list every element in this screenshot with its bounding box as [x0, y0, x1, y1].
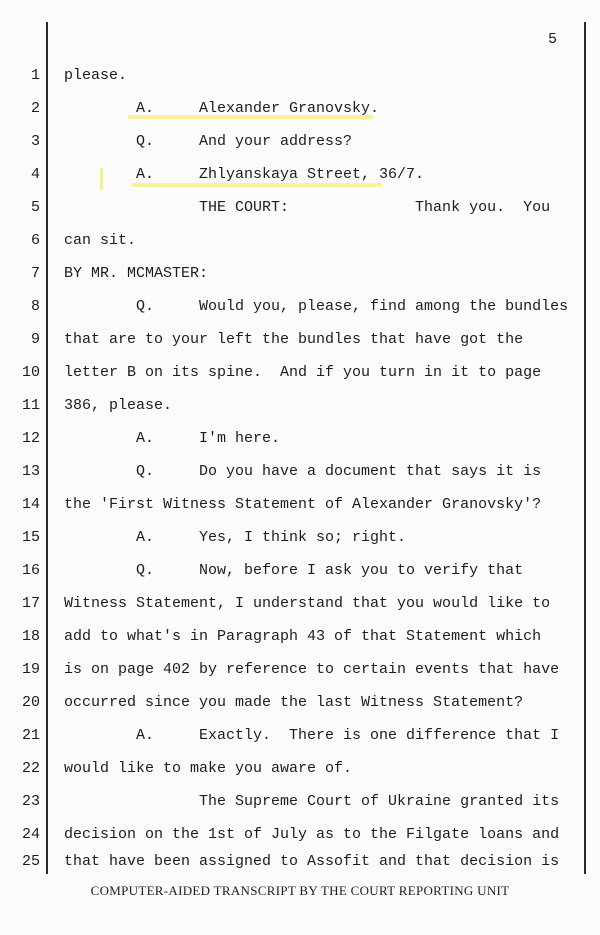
line-number: 24 — [21, 826, 40, 843]
line-number: 1 — [30, 67, 40, 84]
line-text: Q. And your address? — [64, 133, 353, 150]
line-text: THE COURT: Thank you. You — [64, 199, 551, 216]
line-text: A. I'm here. — [64, 430, 281, 447]
line-text: A. Yes, I think so; right. — [64, 529, 407, 546]
line-number: 5 — [30, 199, 40, 216]
line-number: 15 — [21, 529, 40, 546]
line-number: 14 — [21, 496, 40, 513]
line-text: A. Exactly. There is one difference that I — [64, 727, 560, 744]
line-text: Q. Now, before I ask you to verify that — [64, 562, 524, 579]
line-text: the 'First Witness Statement of Alexander Granovsky'? — [64, 496, 542, 513]
line-number: 4 — [30, 166, 40, 183]
line-text: please. — [64, 67, 128, 84]
line-text: Q. Would you, please, find among the bundles — [64, 298, 569, 315]
line-text: The Supreme Court of Ukraine granted its — [64, 793, 560, 810]
line-text: letter B on its spine. And if you turn in it to page — [64, 364, 542, 381]
transcript-footer: COMPUTER-AIDED TRANSCRIPT BY THE COURT REPORTING UNIT — [90, 883, 510, 898]
line-number: 3 — [30, 133, 40, 150]
line-number: 21 — [21, 727, 40, 744]
line-number: 13 — [21, 463, 40, 480]
line-text: that are to your left the bundles that have got the — [64, 331, 524, 348]
line-number: 6 — [30, 232, 40, 249]
line-number: 22 — [21, 760, 40, 777]
line-text: decision on the 1st of July as to the Filgate loans and — [64, 826, 560, 843]
line-number: 2 — [30, 100, 40, 117]
line-text: would like to make you aware of. — [64, 760, 353, 777]
line-text: A. Zhlyanskaya Street, 36/7. — [64, 166, 425, 183]
line-text: A. Alexander Granovsky. — [64, 100, 380, 117]
line-number: 25 — [21, 853, 40, 870]
line-text: BY MR. MCMASTER: — [64, 265, 209, 282]
line-text: 386, please. — [64, 397, 173, 414]
line-number: 16 — [21, 562, 40, 579]
line-number: 9 — [30, 331, 40, 348]
line-text: add to what's in Paragraph 43 of that Statement which — [64, 628, 542, 645]
line-text: occurred since you made the last Witness Statement? — [64, 694, 524, 711]
line-number: 12 — [21, 430, 40, 447]
line-text: that have been assigned to Assofit and that decision is — [64, 853, 560, 870]
line-number: 17 — [21, 595, 40, 612]
line-number: 20 — [21, 694, 40, 711]
line-number: 18 — [21, 628, 40, 645]
line-number: 11 — [21, 397, 40, 414]
line-text: Witness Statement, I understand that you would like to — [64, 595, 551, 612]
line-number: 7 — [30, 265, 40, 282]
line-number: 10 — [21, 364, 40, 381]
line-number: 19 — [21, 661, 40, 678]
line-text: is on page 402 by reference to certain events that have — [64, 661, 560, 678]
line-text: Q. Do you have a document that says it is — [64, 463, 542, 480]
page-number: 5 — [548, 31, 558, 48]
line-number: 23 — [21, 793, 40, 810]
line-text: can sit. — [64, 232, 137, 249]
line-number: 8 — [30, 298, 40, 315]
